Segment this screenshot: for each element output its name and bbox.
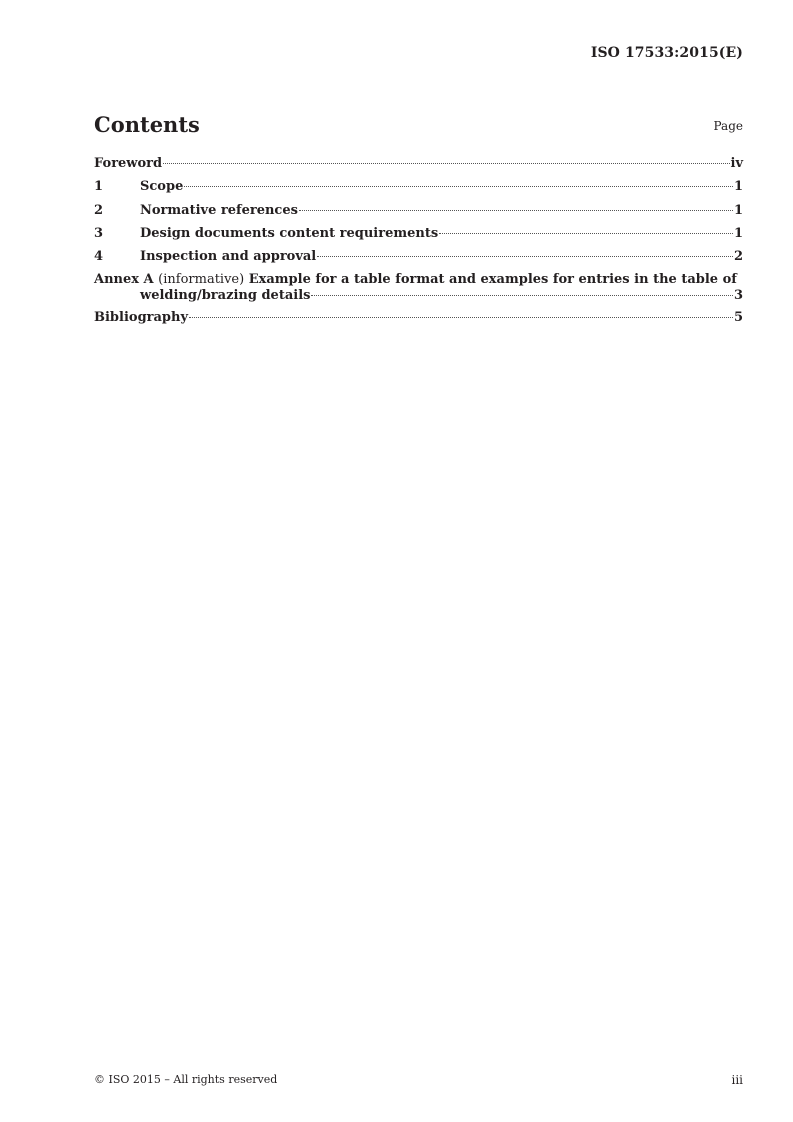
toc-entry-normative-references[interactable] bbox=[94, 203, 743, 219]
footer-copyright: © ISO 2015 – All rights reserved bbox=[94, 1073, 278, 1086]
toc-entry-page: 1 bbox=[733, 202, 743, 218]
toc-entry-bibliography[interactable] bbox=[94, 310, 743, 326]
toc-entry-title: Bibliography bbox=[94, 310, 189, 326]
toc-entry-number: 4 bbox=[94, 249, 104, 265]
dot-leader bbox=[299, 209, 733, 211]
table-of-contents bbox=[94, 156, 743, 334]
page-column-label: Page bbox=[713, 119, 743, 133]
toc-entry-title: Scope bbox=[140, 179, 184, 195]
toc-entry-number: 2 bbox=[94, 202, 104, 218]
toc-entry-title: Design documents content requirements bbox=[140, 225, 439, 241]
toc-entry-number: 1 bbox=[94, 179, 104, 195]
toc-entry-title: Foreword bbox=[94, 156, 163, 171]
annex-title-line2: welding/brazing details bbox=[140, 288, 311, 304]
toc-entry-page: iv bbox=[730, 156, 743, 171]
toc-entry-design-documents[interactable] bbox=[94, 226, 743, 242]
contents-header bbox=[94, 112, 743, 138]
page-title: Contents bbox=[94, 112, 200, 137]
toc-entry-annex-a[interactable] bbox=[94, 272, 743, 304]
annex-type: (informative) bbox=[158, 272, 245, 288]
toc-entry-page: 5 bbox=[733, 310, 743, 326]
toc-entry-inspection[interactable] bbox=[94, 249, 743, 265]
annex-title-line1: Example for a table format and examples for entries in the table of bbox=[248, 272, 737, 288]
dot-leader bbox=[184, 185, 733, 187]
toc-entry-page: 2 bbox=[733, 249, 743, 265]
toc-entry-page: 1 bbox=[733, 225, 743, 241]
toc-entry-page: 3 bbox=[733, 288, 743, 304]
toc-entry-title: Inspection and approval bbox=[140, 249, 317, 265]
dot-leader bbox=[163, 162, 729, 164]
dot-leader bbox=[439, 232, 733, 234]
toc-entry-number: 3 bbox=[94, 225, 104, 241]
dot-leader bbox=[189, 316, 733, 318]
toc-entry-scope[interactable] bbox=[94, 179, 743, 195]
dot-leader bbox=[317, 255, 733, 257]
dot-leader bbox=[311, 294, 732, 296]
toc-entry-page: 1 bbox=[733, 179, 743, 195]
toc-entry-foreword[interactable] bbox=[94, 156, 743, 172]
annex-heading-line bbox=[94, 272, 743, 288]
annex-continuation-line bbox=[94, 288, 743, 304]
document-id: ISO 17533:2015(E) bbox=[590, 45, 743, 61]
footer-page-number: iii bbox=[731, 1073, 743, 1087]
toc-entry-title: Normative references bbox=[140, 202, 298, 218]
annex-label: Annex A bbox=[94, 272, 154, 288]
